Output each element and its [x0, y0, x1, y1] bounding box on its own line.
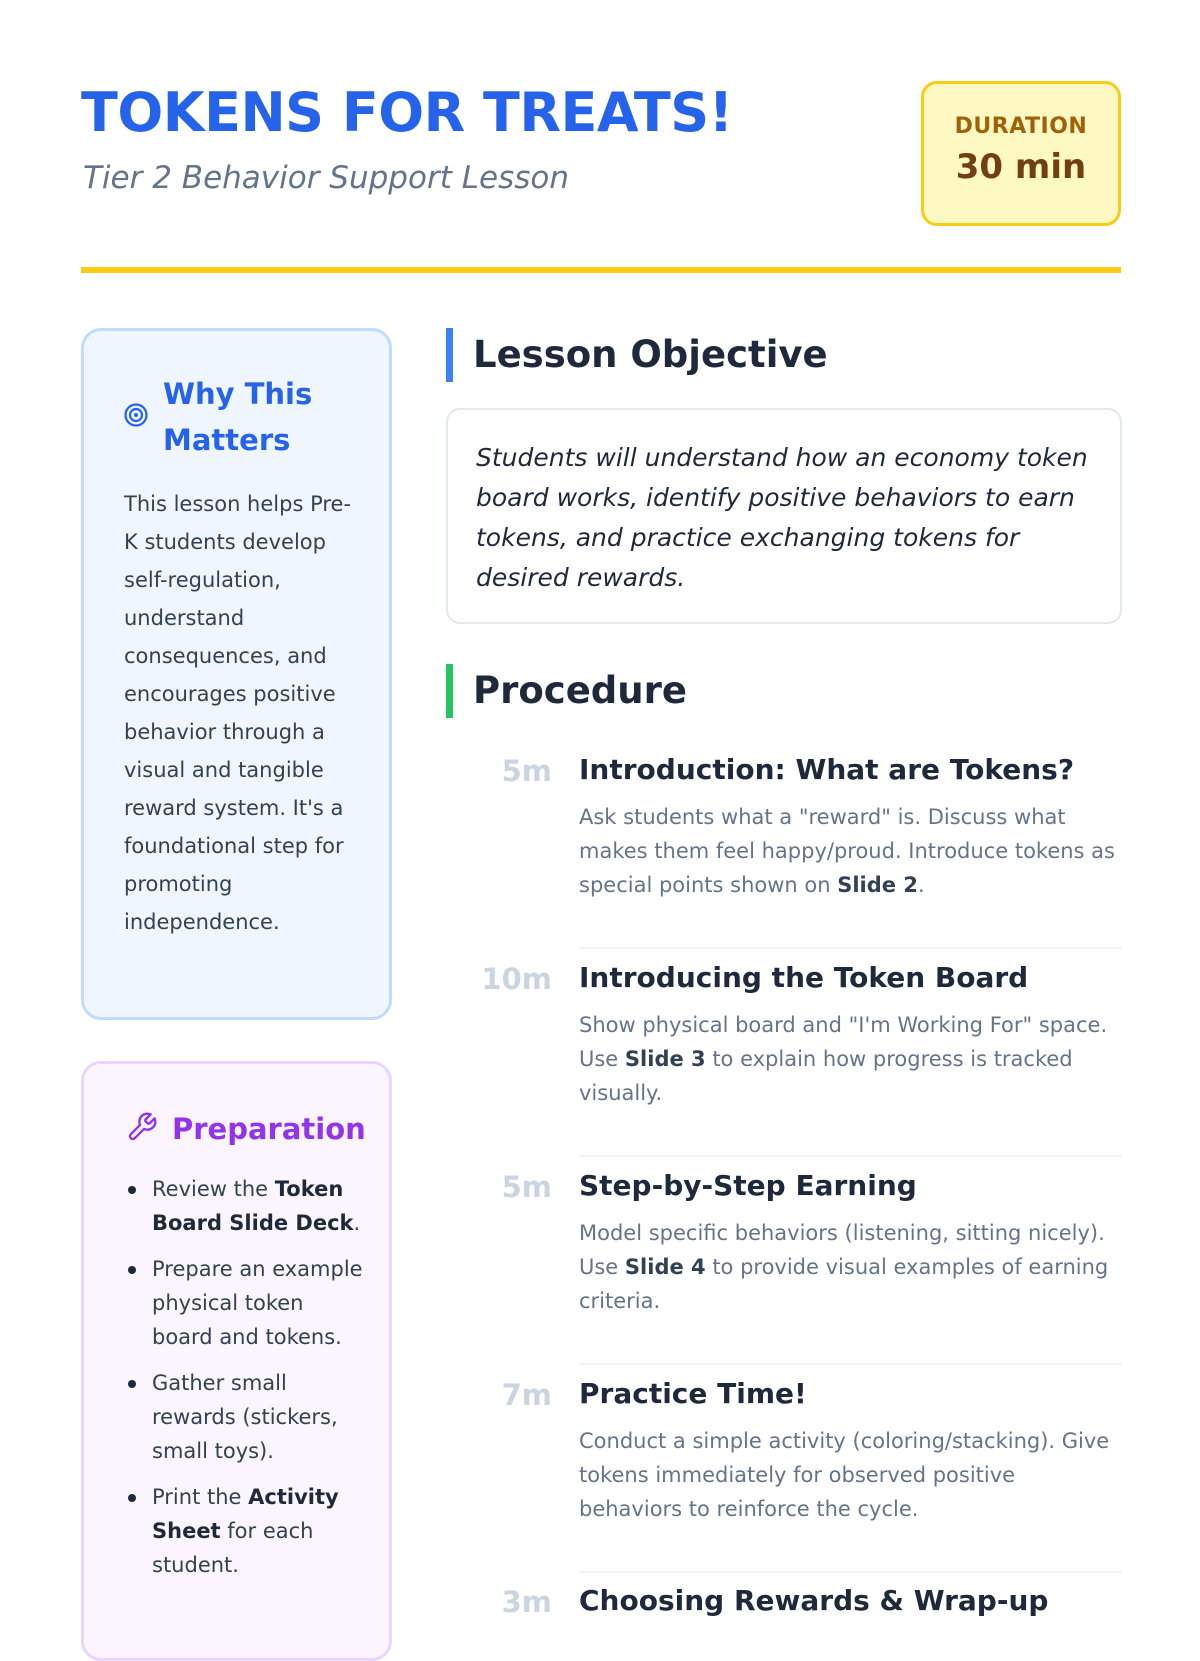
why-body: This lesson helps Pre-K students develop self-regulation, understand consequences, and encourages positive behavior through a visual and tangible reward system. It's a foundational step for promoting independence. [124, 492, 352, 934]
step-title: Choosing Rewards & Wrap-up [579, 1584, 1049, 1617]
lesson-header [81, 80, 1121, 230]
step-description: Model specific behaviors (listening, sitting nicely). Use Slide 4 to provide visual examples of earning criteria. [579, 1221, 1109, 1313]
duration-label: DURATION [954, 114, 1088, 139]
step-duration: 5m [501, 754, 552, 788]
page-title: TOKENS FOR TREATS! [81, 81, 733, 144]
list-item: Gather small rewards (stickers, small toys). [124, 1366, 369, 1468]
step-title: Introduction: What are Tokens? [579, 753, 1075, 786]
wrench-icon [126, 1111, 158, 1147]
list-item: Print the Activity Sheet for each student. [124, 1480, 369, 1582]
preparation-card [81, 1061, 392, 1661]
duration-value: 30 min [955, 147, 1087, 187]
step-divider [579, 947, 1122, 949]
step-title: Practice Time! [579, 1377, 807, 1410]
step-description: Show physical board and "I'm Working For" space. Use Slide 3 to explain how progress is tracked visually. [579, 1013, 1108, 1105]
step-description: Conduct a simple activity (coloring/stacking). Give tokens immediately for observed positive behaviors to reinforce the cycle. [579, 1429, 1110, 1521]
objective-heading: Lesson Objective [446, 328, 1126, 382]
duration-badge [921, 81, 1121, 226]
step-title: Introducing the Token Board [579, 961, 1029, 994]
page-subtitle: Tier 2 Behavior Support Lesson [83, 160, 569, 196]
list-item: Prepare an example physical token board and tokens. [124, 1252, 369, 1354]
list-item: Review the Token Board Slide Deck. [124, 1172, 369, 1240]
why-title: Why This Matters [163, 377, 313, 457]
step-divider [579, 1363, 1122, 1365]
step-duration: 10m [481, 962, 552, 996]
procedure-heading: Procedure [446, 664, 1126, 718]
objective-text: Students will understand how an economy token board works, identify positive behaviors to earn tokens, and practice exchanging tokens for desired rewards. [446, 408, 1122, 624]
step-description: Ask students what a "reward" is. Discuss what makes them feel happy/proud. Introduce tokens as special points shown on Slide 2. [579, 805, 1115, 897]
step-divider [579, 1571, 1122, 1573]
step-duration: 3m [501, 1585, 552, 1619]
step-duration: 5m [501, 1170, 552, 1204]
step-title: Step-by-Step Earning [579, 1169, 917, 1202]
target-icon [123, 402, 149, 432]
preparation-list [84, 1152, 389, 1582]
header-divider [81, 267, 1121, 273]
step-duration: 7m [501, 1378, 552, 1412]
preparation-title: Preparation [172, 1112, 366, 1146]
why-this-matters-card [81, 328, 392, 1020]
step-divider [579, 1155, 1122, 1157]
